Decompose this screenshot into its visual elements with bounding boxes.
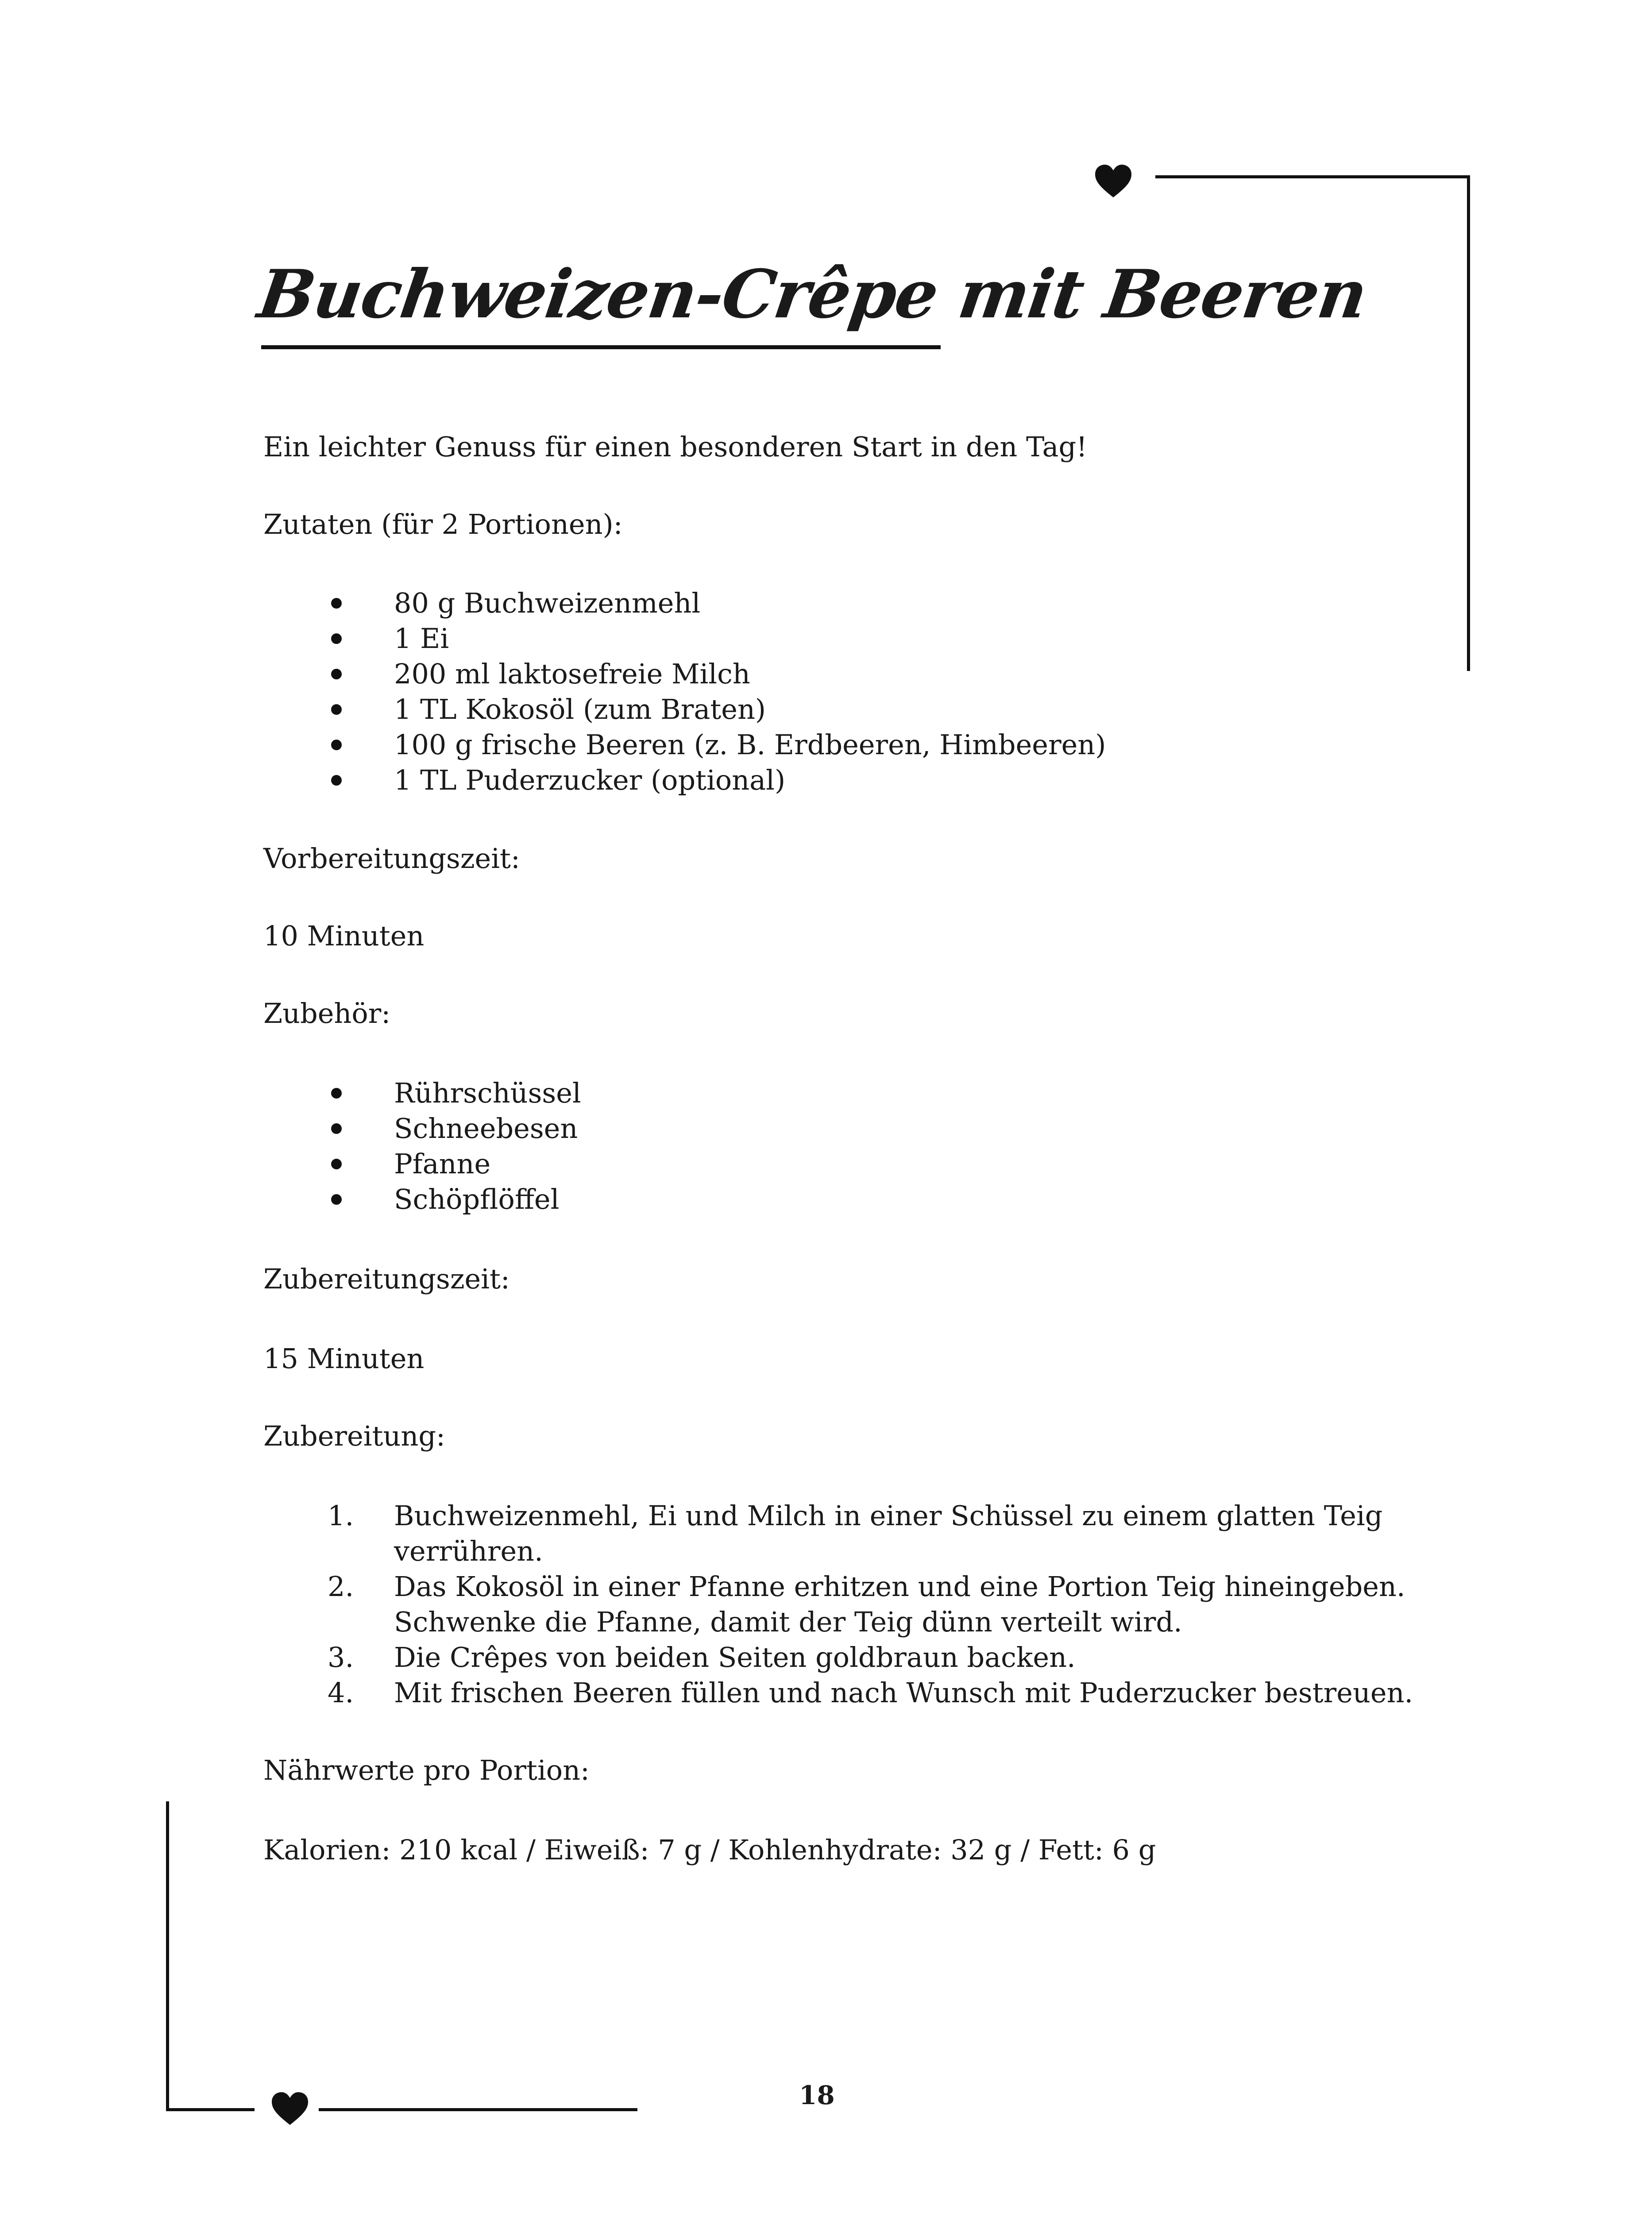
page-number: 18 bbox=[799, 2080, 835, 2110]
list-item: 100 g frische Beeren (z. B. Erdbeeren, Himbeeren) bbox=[394, 727, 1106, 763]
bullet-icon bbox=[331, 775, 342, 786]
recipe-title: Buchweizen-Crêpe mit Beeren bbox=[253, 255, 1371, 333]
list-item: Schneebesen bbox=[394, 1111, 581, 1146]
cook-time-heading: Zubereitungszeit: bbox=[263, 1263, 510, 1295]
cook-time-value: 15 Minuten bbox=[263, 1342, 425, 1375]
heart-icon-bottom bbox=[270, 2091, 310, 2127]
heart-icon-top bbox=[1093, 164, 1133, 199]
ingredients-list bbox=[394, 586, 1106, 798]
tools-heading: Zubehör: bbox=[263, 997, 391, 1029]
frame-bottom-line-left bbox=[166, 2108, 255, 2111]
frame-right-line bbox=[1467, 175, 1470, 671]
list-item: Pfanne bbox=[394, 1146, 581, 1182]
list-item: Rührschüssel bbox=[394, 1076, 581, 1111]
bullet-icon bbox=[331, 1194, 342, 1205]
list-item: 1 TL Puderzucker (optional) bbox=[394, 763, 1106, 798]
method-heading: Zubereitung: bbox=[263, 1420, 445, 1452]
bullet-icon bbox=[331, 1123, 342, 1134]
bullet-icon bbox=[331, 1088, 342, 1099]
tools-list bbox=[394, 1076, 581, 1217]
list-item: 1 Ei bbox=[394, 621, 1106, 656]
bullet-icon bbox=[331, 704, 342, 715]
ingredients-heading: Zutaten (für 2 Portionen): bbox=[263, 508, 623, 540]
frame-left-line bbox=[166, 1801, 169, 2111]
step-item: 1. Buchweizenmehl, Ei und Milch in einer Schüssel zu einem glatten Teig verrühren. bbox=[328, 1500, 1383, 1567]
list-item: Schöpflöffel bbox=[394, 1182, 581, 1217]
title-underline bbox=[261, 345, 941, 349]
step-item: 2. Das Kokosöl in einer Pfanne erhitzen und eine Portion Teig hineingeben. Schwenke die Pfanne, damit der Teig dünn verteilt wird. bbox=[328, 1570, 1405, 1638]
bullet-icon bbox=[331, 633, 342, 644]
prep-time-heading: Vorbereitungszeit: bbox=[263, 842, 520, 875]
frame-bottom-line-right bbox=[319, 2108, 637, 2111]
prep-time-value: 10 Minuten bbox=[263, 920, 425, 952]
intro-text: Ein leichter Genuss für einen besonderen Start in den Tag! bbox=[263, 431, 1088, 463]
step-item: 4. Mit frischen Beeren füllen und nach Wunsch mit Puderzucker bestreuen. bbox=[328, 1677, 1413, 1709]
nutrition-heading: Nährwerte pro Portion: bbox=[263, 1754, 590, 1786]
bullet-icon bbox=[331, 1159, 342, 1169]
method-steps bbox=[328, 1498, 1413, 1711]
bullet-icon bbox=[331, 740, 342, 750]
frame-top-line bbox=[1155, 175, 1470, 178]
bullet-icon bbox=[331, 598, 342, 609]
list-item: 200 ml laktosefreie Milch bbox=[394, 656, 1106, 692]
bullet-icon bbox=[331, 669, 342, 679]
list-item: 1 TL Kokosöl (zum Braten) bbox=[394, 692, 1106, 727]
list-item: 80 g Buchweizenmehl bbox=[394, 586, 1106, 621]
nutrition-values: Kalorien: 210 kcal / Eiweiß: 7 g / Kohlenhydrate: 32 g / Fett: 6 g bbox=[263, 1834, 1156, 1866]
step-item: 3. Die Crêpes von beiden Seiten goldbraun backen. bbox=[328, 1641, 1076, 1673]
